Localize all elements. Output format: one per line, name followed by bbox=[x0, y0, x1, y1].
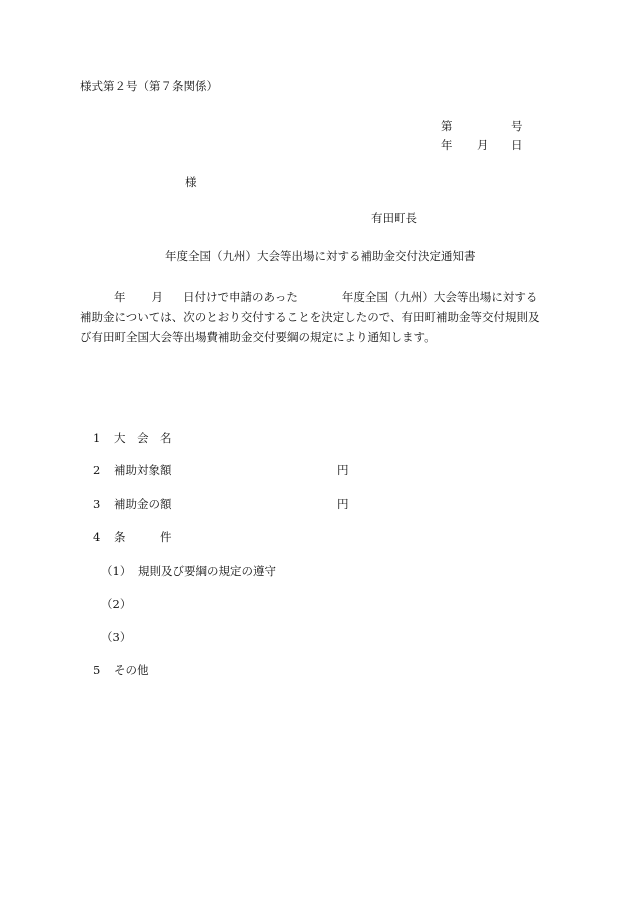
body-line2: 補助金については、次のとおり交付することを決定したので、有田町補助金等交付規則及 bbox=[80, 310, 540, 324]
form-label: 様式第２号（第７条関係） bbox=[80, 79, 218, 93]
body-line3: び有田町全国大会等出場費補助金交付要綱の規定により通知します。 bbox=[80, 330, 436, 344]
item-number-2: 2 bbox=[93, 463, 101, 477]
item-label-2: 補助対象額 bbox=[114, 463, 172, 477]
document-title: 年度全国（九州）大会等出場に対する補助金交付決定通知書 bbox=[165, 249, 476, 263]
body-year: 年 bbox=[114, 290, 126, 304]
body-paragraph bbox=[80, 287, 550, 347]
item-number-1: 1 bbox=[93, 431, 101, 445]
body-day-text: 日付けで申請のあった bbox=[183, 290, 298, 304]
item-number-5: 5 bbox=[93, 663, 101, 677]
item-label-3: 補助金の額 bbox=[114, 497, 172, 511]
item-label-5: その他 bbox=[114, 663, 149, 677]
item-number-4: 4 bbox=[93, 530, 101, 544]
condition-number-2: （2） bbox=[101, 597, 132, 611]
item-label-1: 大 会 名 bbox=[114, 431, 172, 445]
condition-number-3: （3） bbox=[101, 630, 132, 644]
item-unit-2: 円 bbox=[337, 463, 349, 477]
sender: 有田町長 bbox=[371, 211, 417, 225]
item-label-4: 条 件 bbox=[114, 530, 172, 544]
date-year: 年 bbox=[441, 138, 453, 152]
date-day: 日 bbox=[511, 138, 523, 152]
condition-number-1: （1） bbox=[101, 564, 132, 578]
condition-text-1: 規則及び要綱の規定の遵守 bbox=[138, 564, 276, 578]
body-line1-rest: 年度全国（九州）大会等出場に対する bbox=[341, 290, 538, 304]
body-month: 月 bbox=[151, 290, 163, 304]
number-suffix: 号 bbox=[511, 119, 523, 133]
item-unit-3: 円 bbox=[337, 497, 349, 511]
number-prefix: 第 bbox=[441, 119, 453, 133]
date-month: 月 bbox=[477, 138, 489, 152]
addressee-suffix: 様 bbox=[185, 175, 197, 189]
item-number-3: 3 bbox=[93, 497, 101, 511]
